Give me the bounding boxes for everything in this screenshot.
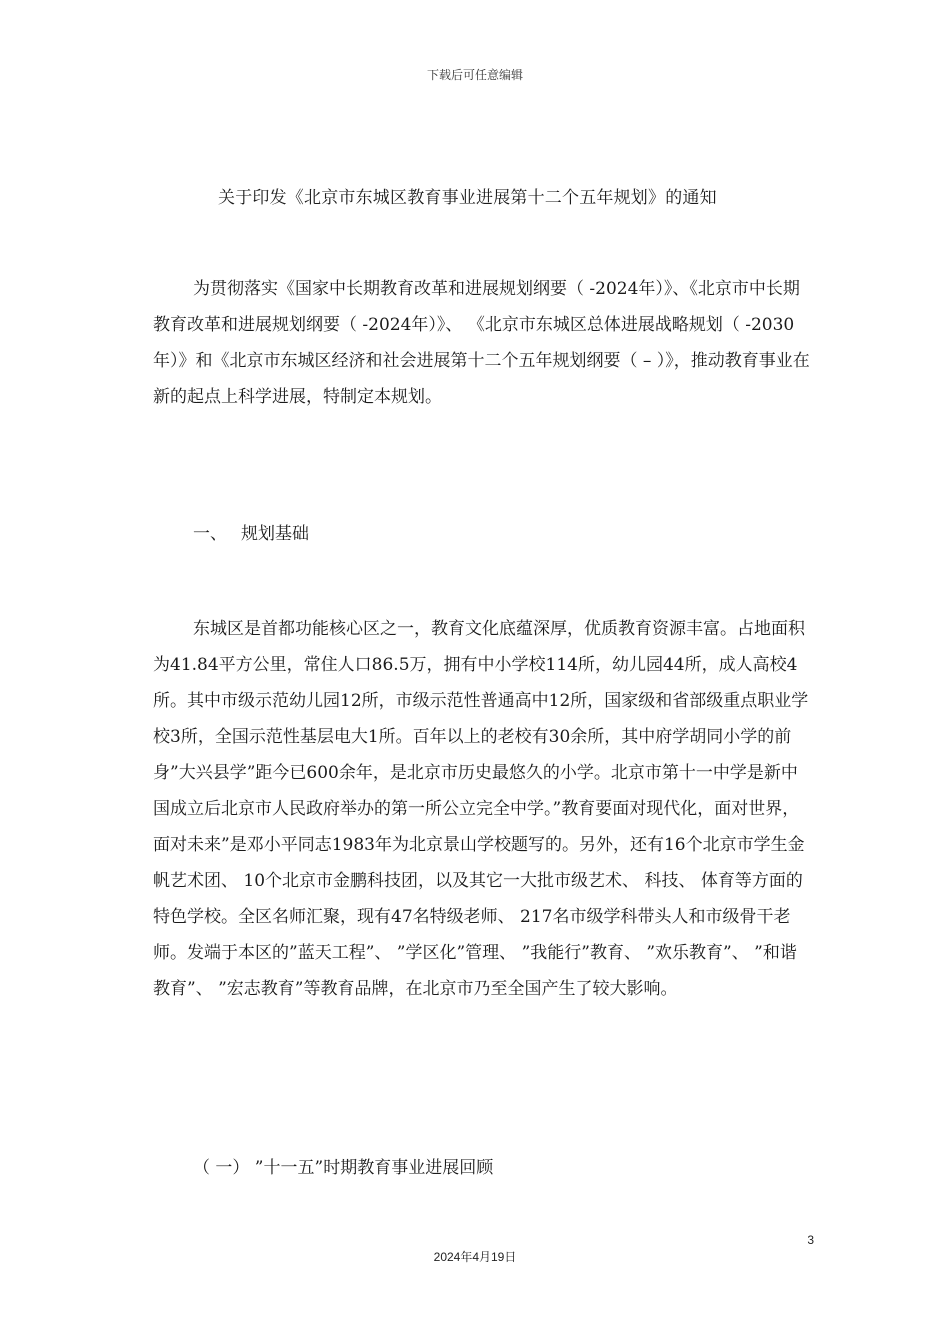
subsection-heading: （ 一） ”十一五”时期教育事业进展回顾 — [193, 1158, 494, 1178]
section-number: 一、 — [193, 524, 227, 544]
footer-date: 2024年4月19日 — [433, 1250, 517, 1264]
body-paragraph: 东城区是首都功能核心区之一，教育文化底蕴深厚，优质教育资源丰富。占地面积为41.84平方公里，常住人口86.5万，拥有中小学校114所，幼儿园44所，成人高校4所。其中市级示范幼儿园12所，市级示范性普通高中12所，国家级和省部级重点职业学校3所，全国示范性基层电大1所。百年以上的老校有30余所，其中府学胡同小学的前身”大兴县学”距今已600余年，是北京市历史最悠久的小学。北京市第十一中学是新中国成立后北京市人民政府举办的第一所公立完全中学。”教育要面对现代化，面对世界，面对未来”是邓小平同志1983年为北京景山学校题写的。另外，还有16个北京市学生金帆艺术团、 10个北京市金鹏科技团，以及其它一大批市级艺术、 科技、 体育等方面的特色学校。全区名师汇聚，现有47名特级老师、 217名市级学科带头人和市级骨干老师。发端于本区的”蓝天工程”、 ”学区化”管理、 ”我能行”教育、 ”欢乐教育”、 ”和谐教育”、 ”宏志教育”等教育品牌，在北京市乃至全国产生了较大影响。 — [153, 619, 809, 999]
section-heading — [193, 516, 309, 552]
page-number: 3 — [807, 1233, 814, 1247]
header-note: 下载后可任意编辑 — [426, 68, 523, 82]
section-title: 规划基础 — [241, 524, 309, 544]
intro-paragraph: 为贯彻落实《国家中长期教育改革和进展规划纲要（ -2024年）》、《北京市中长期教育改革和进展规划纲要（ -2024年）》、 《北京市东城区总体进展战略规划（ -2030年）》和《北京市东城区经济和社会进展第十二个五年规划纲要（ – ）》，推动教育事业在新的起点上科学进展，特制定本规划。 — [153, 279, 810, 407]
document-title: 关于印发《北京市东城区教育事业进展第十二个五年规划》的通知 — [218, 188, 717, 208]
